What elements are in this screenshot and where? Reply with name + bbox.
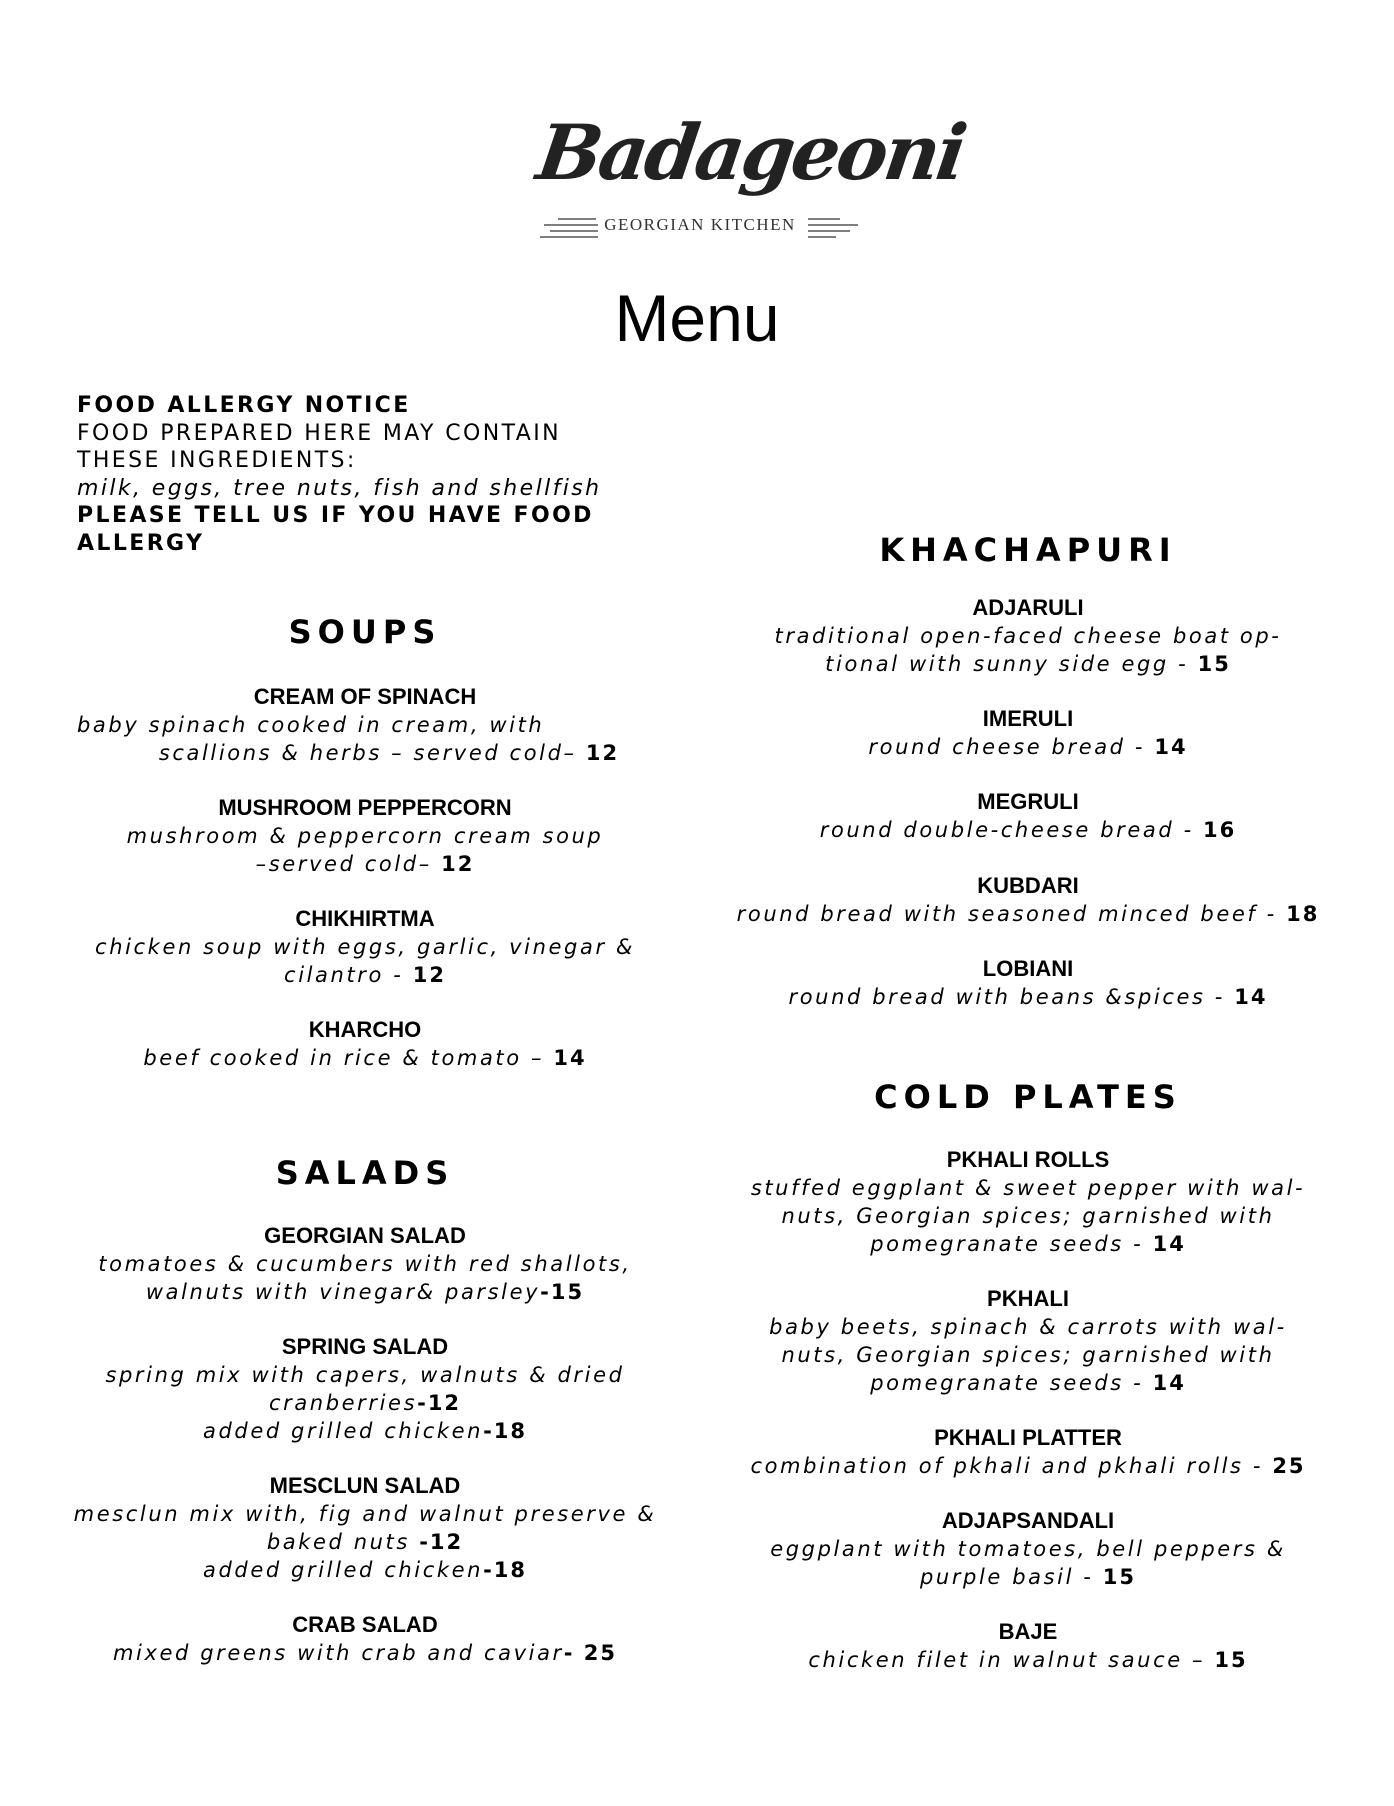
item-name: ADJARULI [972, 595, 1084, 620]
logo-script-text: Badageoni [531, 108, 970, 197]
menu-item-lobiani [712, 955, 1344, 1011]
item-desc-line: traditional open-faced cheese boat op- [774, 623, 1282, 648]
item-name: PKHALI PLATTER [934, 1425, 1122, 1450]
menu-item-chikhirtma [50, 905, 680, 989]
item-price: 14 [553, 1045, 587, 1070]
item-description [712, 1452, 1344, 1480]
item-name: PKHALI ROLLS [946, 1147, 1110, 1172]
menu-item-adjapsandali [712, 1507, 1344, 1591]
item-name: GEORGIAN SALAD [264, 1223, 466, 1248]
item-description [50, 1250, 680, 1306]
item-desc-line: spring mix with capers, walnuts & dried [105, 1362, 625, 1387]
item-desc-line: eggplant with tomatoes, bell peppers & [770, 1536, 1286, 1561]
item-desc-line: purple basil - [919, 1564, 1094, 1589]
item-name: IMERULI [982, 706, 1074, 731]
item-description [712, 733, 1344, 761]
menu-item-pkhali [712, 1285, 1344, 1397]
item-desc-line: cilantro - [284, 962, 404, 987]
item-description [50, 1500, 680, 1584]
item-price: 18 [1286, 901, 1320, 926]
menu-item-mushroom-peppercorn [50, 794, 680, 878]
item-price: 14 [1154, 734, 1188, 759]
item-price: 14 [1234, 984, 1268, 1009]
menu-item-kubdari [712, 872, 1344, 928]
item-desc-line: baked nuts [266, 1529, 420, 1554]
item-desc-line: beef cooked in rice & tomato – [143, 1045, 545, 1070]
item-desc-line: round cheese bread - [868, 734, 1146, 759]
item-name: CRAB SALAD [292, 1612, 438, 1637]
item-description [712, 900, 1344, 928]
restaurant-logo [530, 105, 970, 245]
allergy-text-line: FOOD PREPARED HERE MAY CONTAIN [77, 420, 561, 446]
item-desc-line: baby beets, spinach & carrots with wal- [769, 1314, 1287, 1339]
allergy-heading: FOOD ALLERGY NOTICE [77, 393, 411, 418]
item-description [50, 1044, 680, 1072]
item-desc-line: chicken filet in walnut sauce – [808, 1647, 1206, 1672]
item-desc-line: round bread with seasoned minced beef - [736, 901, 1277, 926]
allergy-request: ALLERGY [77, 530, 205, 556]
item-description [712, 816, 1344, 844]
item-desc-line: nuts, Georgian spices; garnished with [781, 1203, 1275, 1228]
menu-item-imeruli [712, 705, 1344, 761]
item-price: 12 [412, 962, 446, 987]
menu-item-cream-of-spinach [50, 683, 680, 767]
item-description [712, 1646, 1344, 1674]
item-desc-line: pomegranate seeds - [870, 1231, 1144, 1256]
menu-item-megruli [712, 788, 1344, 844]
item-description [50, 711, 680, 767]
item-description [50, 822, 680, 878]
item-price: 15 [1197, 651, 1231, 676]
item-name: KHARCHO [308, 1017, 422, 1042]
item-name: ADJAPSANDALI [941, 1508, 1115, 1533]
item-price: 14 [1152, 1370, 1186, 1395]
menu-item-baje [712, 1618, 1344, 1674]
item-desc-line: walnuts with vinegar& parsley [145, 1279, 541, 1304]
menu-item-spring-salad [50, 1333, 680, 1445]
section-title-salads: SALADS [275, 1154, 455, 1192]
item-price: -15 [540, 1279, 585, 1304]
item-description [712, 983, 1344, 1011]
allergy-ingredients: milk, eggs, tree nuts, fish and shellfish [77, 475, 602, 501]
item-desc-line: mixed greens with crab and caviar [112, 1640, 564, 1665]
item-name: BAJE [998, 1619, 1058, 1644]
item-price: - 25 [563, 1640, 618, 1665]
menu-item-georgian-salad [50, 1222, 680, 1306]
item-price: -18 [483, 1418, 528, 1443]
item-description [50, 933, 680, 989]
section-title-soups: SOUPS [288, 613, 442, 651]
item-price: -12 [417, 1390, 462, 1415]
menu-item-crab-salad [50, 1611, 680, 1667]
item-price: 14 [1152, 1231, 1186, 1256]
allergy-notice [77, 392, 637, 557]
item-description [712, 1313, 1344, 1397]
item-name: KUBDARI [977, 873, 1079, 898]
item-description [50, 1361, 680, 1445]
item-desc-line: tomatoes & cucumbers with red shallots, [98, 1251, 632, 1276]
item-desc-line: –served cold– [255, 851, 432, 876]
item-desc-line: nuts, Georgian spices; garnished with [781, 1342, 1275, 1367]
item-name: MEGRULI [977, 789, 1079, 814]
item-desc-line: added grilled chicken [202, 1418, 484, 1443]
allergy-request: PLEASE TELL US IF YOU HAVE FOOD [77, 503, 594, 528]
item-description [712, 622, 1344, 678]
item-desc-line: chicken soup with eggs, garlic, vinegar & [95, 934, 635, 959]
item-name: LOBIANI [982, 956, 1074, 981]
logo-subtitle: GEORGIAN KITCHEN [604, 215, 796, 234]
item-description [712, 1174, 1344, 1258]
item-desc-line: stuffed eggplant & sweet pepper with wal- [750, 1175, 1306, 1200]
item-desc-line: pomegranate seeds - [870, 1370, 1144, 1395]
item-price: 15 [1102, 1564, 1136, 1589]
item-desc-line: round bread with beans &spices - [788, 984, 1225, 1009]
item-desc-line: cranberries [268, 1390, 418, 1415]
item-price: 12 [585, 740, 620, 765]
item-price: 12 [441, 851, 475, 876]
item-desc-line: round double-cheese bread - [819, 817, 1194, 842]
item-name: MUSHROOM PEPPERCORN [218, 795, 512, 820]
item-name: CREAM OF SPINACH [253, 684, 477, 709]
item-price: 16 [1203, 817, 1237, 842]
section-title-cold-plates: COLD PLATES [874, 1078, 1182, 1116]
page-title: Menu [614, 281, 780, 355]
item-desc-line: baby spinach cooked in cream, with [77, 712, 545, 737]
item-price: 15 [1214, 1647, 1248, 1672]
item-name: PKHALI [987, 1286, 1069, 1311]
item-price: -12 [419, 1529, 464, 1554]
menu-item-adjaruli [712, 594, 1344, 678]
item-desc-line: mesclun mix with, fig and walnut preserve & [73, 1501, 657, 1526]
item-price: -18 [483, 1557, 528, 1582]
item-desc-line: combination of pkhali and pkhali rolls - [750, 1453, 1264, 1478]
item-name: CHIKHIRTMA [295, 906, 435, 931]
item-price: 25 [1272, 1453, 1306, 1478]
item-description [712, 1535, 1344, 1591]
item-desc-line: tional with sunny side egg - [825, 651, 1189, 676]
item-desc-line: added grilled chicken [202, 1557, 484, 1582]
menu-item-pkhali-platter [712, 1424, 1344, 1480]
menu-item-pkhali-rolls [712, 1146, 1344, 1258]
item-description [50, 1639, 680, 1667]
allergy-text-line: THESE INGREDIENTS: [77, 448, 357, 473]
item-name: SPRING SALAD [281, 1334, 449, 1359]
menu-item-kharcho [50, 1016, 680, 1072]
item-desc-line: mushroom & peppercorn cream soup [126, 823, 604, 848]
item-desc-line: scallions & herbs – served cold– [158, 740, 577, 765]
menu-item-mesclun-salad [50, 1472, 680, 1584]
section-title-khachapuri: KHACHAPURI [879, 531, 1177, 569]
item-name: MESCLUN SALAD [269, 1473, 461, 1498]
